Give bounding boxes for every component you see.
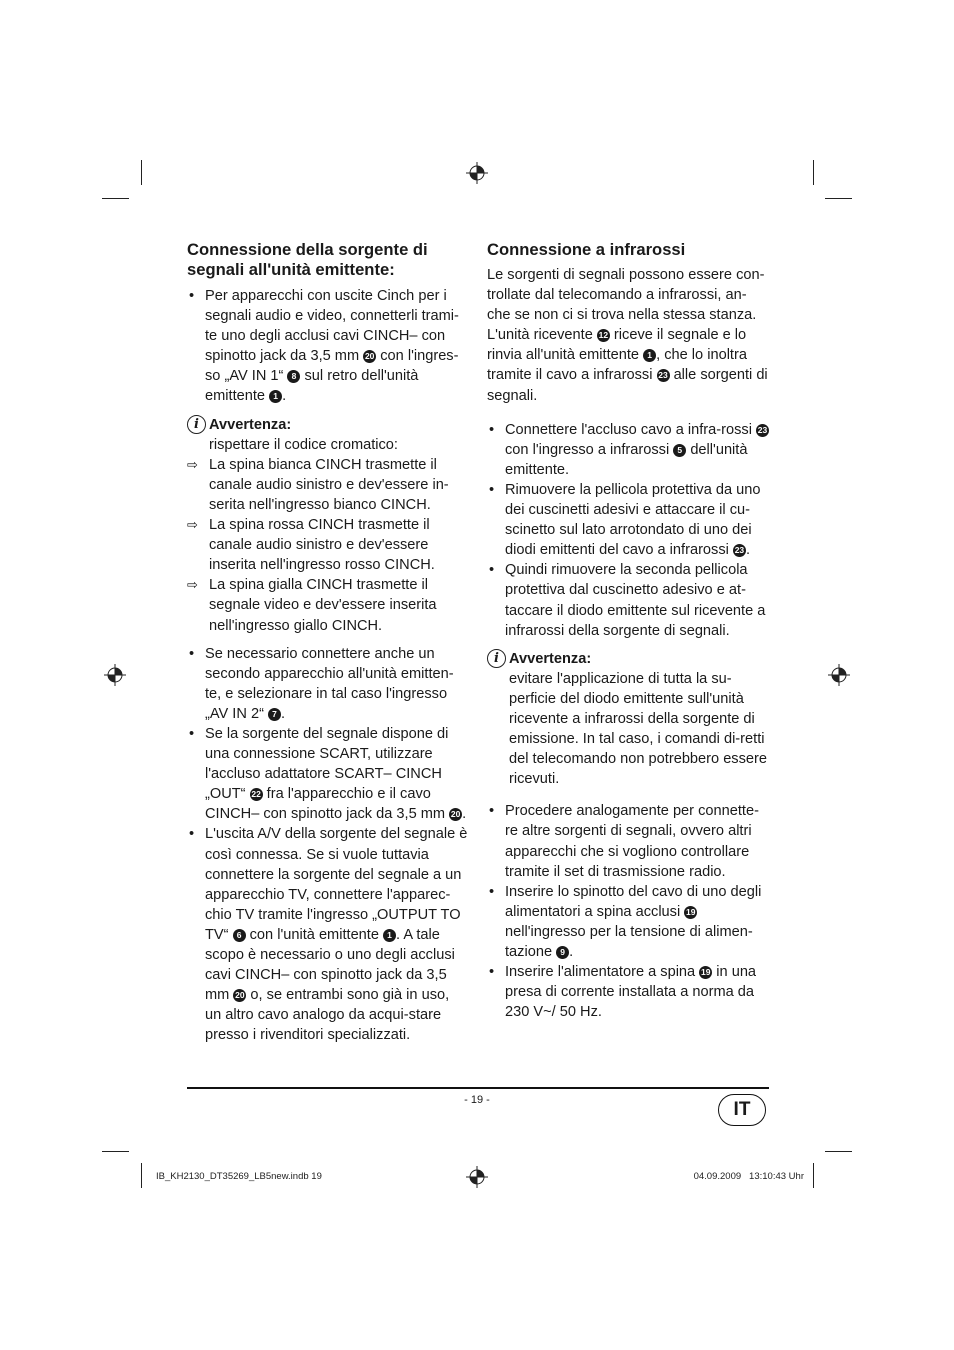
note-box bbox=[487, 649, 769, 790]
section-heading: Connessione a infrarossi bbox=[487, 240, 686, 259]
reference-number-badge: 12 bbox=[598, 330, 609, 341]
crop-mark bbox=[102, 1151, 129, 1152]
list-item: • Rimuovere la pellicola protettiva da uno dei cuscinetti adesivi e attaccare il cu-scinetto sul lato arrotondato di uno dei diodi emittenti del cavo a infrarossi 23 . bbox=[487, 480, 769, 560]
list-item: • L'uscita A/V della sorgente del segnale è così connessa. Se si vuole tuttavia connettere la sorgente del segnale a un apparecchio TV, connettere l'apparec-chio TV tramite l'ingresso „OUTPUT TO TV“ 6 con l'unità emittente 1 . A tale scopo è necessario o uno degli acclusi cavi CINCH– con spinotto jack da 3,5 mm 20 o, se entrambi sono già in uso, un altro cavo analogo da acqui-stare presso i rivenditori specializzati. bbox=[187, 824, 469, 1045]
crop-mark bbox=[825, 198, 852, 199]
reference-number-badge: 19 bbox=[686, 906, 696, 917]
list-item: • Per apparecchi con uscite Cinch per i segnali audio e video, connetterli trami-te uno degli acclusi cavi CINCH– con spinotto jack da 3,5 mm 20 con l'ingres-so „AV IN 1“ 8 sul retro dell'unità emittente 1 . bbox=[187, 286, 469, 407]
list-item: • Quindi rimuovere la seconda pellicola protettiva dal cuscinetto adesivo e at-taccare il diodo emittente sul ricevente a infrarossi della sorgente di segnali. bbox=[487, 560, 769, 640]
page-number: - 19 - bbox=[464, 1094, 490, 1106]
footer-rule bbox=[187, 1087, 769, 1089]
note-intro: rispettare il codice cromatico: bbox=[209, 436, 398, 453]
reference-number-badge: 23 bbox=[757, 424, 768, 435]
bullet-list bbox=[187, 286, 469, 407]
registration-mark-icon bbox=[828, 664, 850, 686]
registration-mark-icon bbox=[466, 162, 488, 184]
info-icon: i bbox=[187, 415, 206, 434]
intro-paragraph: Le sorgenti di segnali possono essere con-trollate dal telecomando a infrarossi, an-che se non ci si trova nella stessa stanza. L'unità ricevente 12 riceve il segnale e lo rinvia all'unità emittente 1 , che lo inoltra tramite il cavo a infrarossi 23 alle sorgenti di segnali. bbox=[487, 267, 768, 404]
reference-number-badge: 22 bbox=[251, 789, 261, 800]
reference-number-badge: 20 bbox=[364, 351, 375, 362]
note-title: Avvertenza: bbox=[209, 416, 292, 433]
list-item: ⇨ La spina gialla CINCH trasmette il segnale video e dev'essere inserita nell'ingresso giallo CINCH. bbox=[187, 575, 469, 635]
crop-mark bbox=[825, 1151, 852, 1152]
reference-number-badge: 7 bbox=[268, 708, 281, 721]
left-column bbox=[187, 240, 469, 1045]
registration-mark-icon bbox=[104, 664, 126, 686]
crop-mark bbox=[102, 198, 129, 199]
reference-number-badge: 5 bbox=[673, 444, 686, 457]
list-item: • Procedere analogamente per connette-re altre sorgenti di segnali, ovvero altri apparecchi che si vogliono controllare tramite il set di trasmissione radio. bbox=[487, 801, 769, 881]
info-icon: i bbox=[487, 649, 506, 668]
list-item: • Connettere l'accluso cavo a infra-rossi 23 con l'ingresso a infrarossi 5 dell'unità emittente. bbox=[487, 420, 769, 480]
list-item: • Se la sorgente del segnale dispone di una connessione SCART, utilizzare l'accluso adattatore SCART– CINCH „OUT“ 22 fra l'apparecchio e il cavo CINCH– con spinotto jack da 3,5 mm 20 . bbox=[187, 724, 469, 824]
arrow-list bbox=[187, 455, 469, 636]
note-box bbox=[187, 415, 469, 636]
note-header bbox=[187, 415, 469, 435]
note-title: Avvertenza: bbox=[509, 650, 592, 667]
list-item: • Se necessario connettere anche un secondo apparecchio all'unità emitten-te, e selezionare in tal caso l'ingresso „AV IN 2“ 7 . bbox=[187, 644, 469, 724]
reference-number-badge: 20 bbox=[450, 809, 461, 820]
note-body: evitare l'applicazione di tutta la su-perficie del diodo emittente sull'unità ricevente a infrarossi della sorgente di emissione. In tal caso, i comandi di-retti del telecomando non potrebbero essere ricevuti. bbox=[509, 670, 767, 788]
language-badge: IT bbox=[718, 1094, 766, 1126]
section-heading: Connessione della sorgente di segnali all'unità emittente: bbox=[187, 240, 428, 279]
print-slug-file: IB_KH2130_DT35269_LB5new.indb 19 bbox=[156, 1171, 322, 1182]
list-item: • Inserire l'alimentatore a spina 19 in una presa di corrente installata a norma da 230 V~/ 50 Hz. bbox=[487, 962, 769, 1022]
bullet-list bbox=[487, 420, 769, 641]
note-header bbox=[487, 649, 769, 669]
right-column bbox=[487, 240, 769, 1022]
reference-number-badge: 6 bbox=[233, 929, 246, 942]
crop-mark bbox=[141, 1163, 142, 1188]
reference-number-badge: 23 bbox=[734, 545, 745, 556]
list-item: ⇨ La spina bianca CINCH trasmette il canale audio sinistro e dev'essere in-serita nell'ingresso bianco CINCH. bbox=[187, 455, 469, 515]
reference-number-badge: 20 bbox=[235, 990, 245, 1001]
registration-mark-icon bbox=[466, 1166, 488, 1188]
reference-number-badge: 1 bbox=[643, 349, 656, 362]
reference-number-badge: 1 bbox=[383, 929, 396, 942]
reference-number-badge: 1 bbox=[269, 390, 282, 403]
crop-mark bbox=[141, 160, 142, 185]
list-item: • Inserire lo spinotto del cavo di uno degli alimentatori a spina acclusi 19 nell'ingresso per la tensione di alimen-tazione 9 . bbox=[487, 882, 769, 962]
crop-mark bbox=[813, 1163, 814, 1188]
reference-number-badge: 23 bbox=[658, 370, 668, 381]
print-slug-date: 04.09.2009 13:10:43 Uhr bbox=[693, 1171, 804, 1182]
reference-number-badge: 8 bbox=[287, 370, 300, 383]
crop-mark bbox=[813, 160, 814, 185]
bullet-list bbox=[187, 644, 469, 1046]
reference-number-badge: 19 bbox=[701, 967, 711, 978]
reference-number-badge: 9 bbox=[556, 946, 569, 959]
list-item: ⇨ La spina rossa CINCH trasmette il canale audio sinistro e dev'essere inserita nell'ingresso rosso CINCH. bbox=[187, 515, 469, 575]
bullet-list bbox=[487, 801, 769, 1022]
